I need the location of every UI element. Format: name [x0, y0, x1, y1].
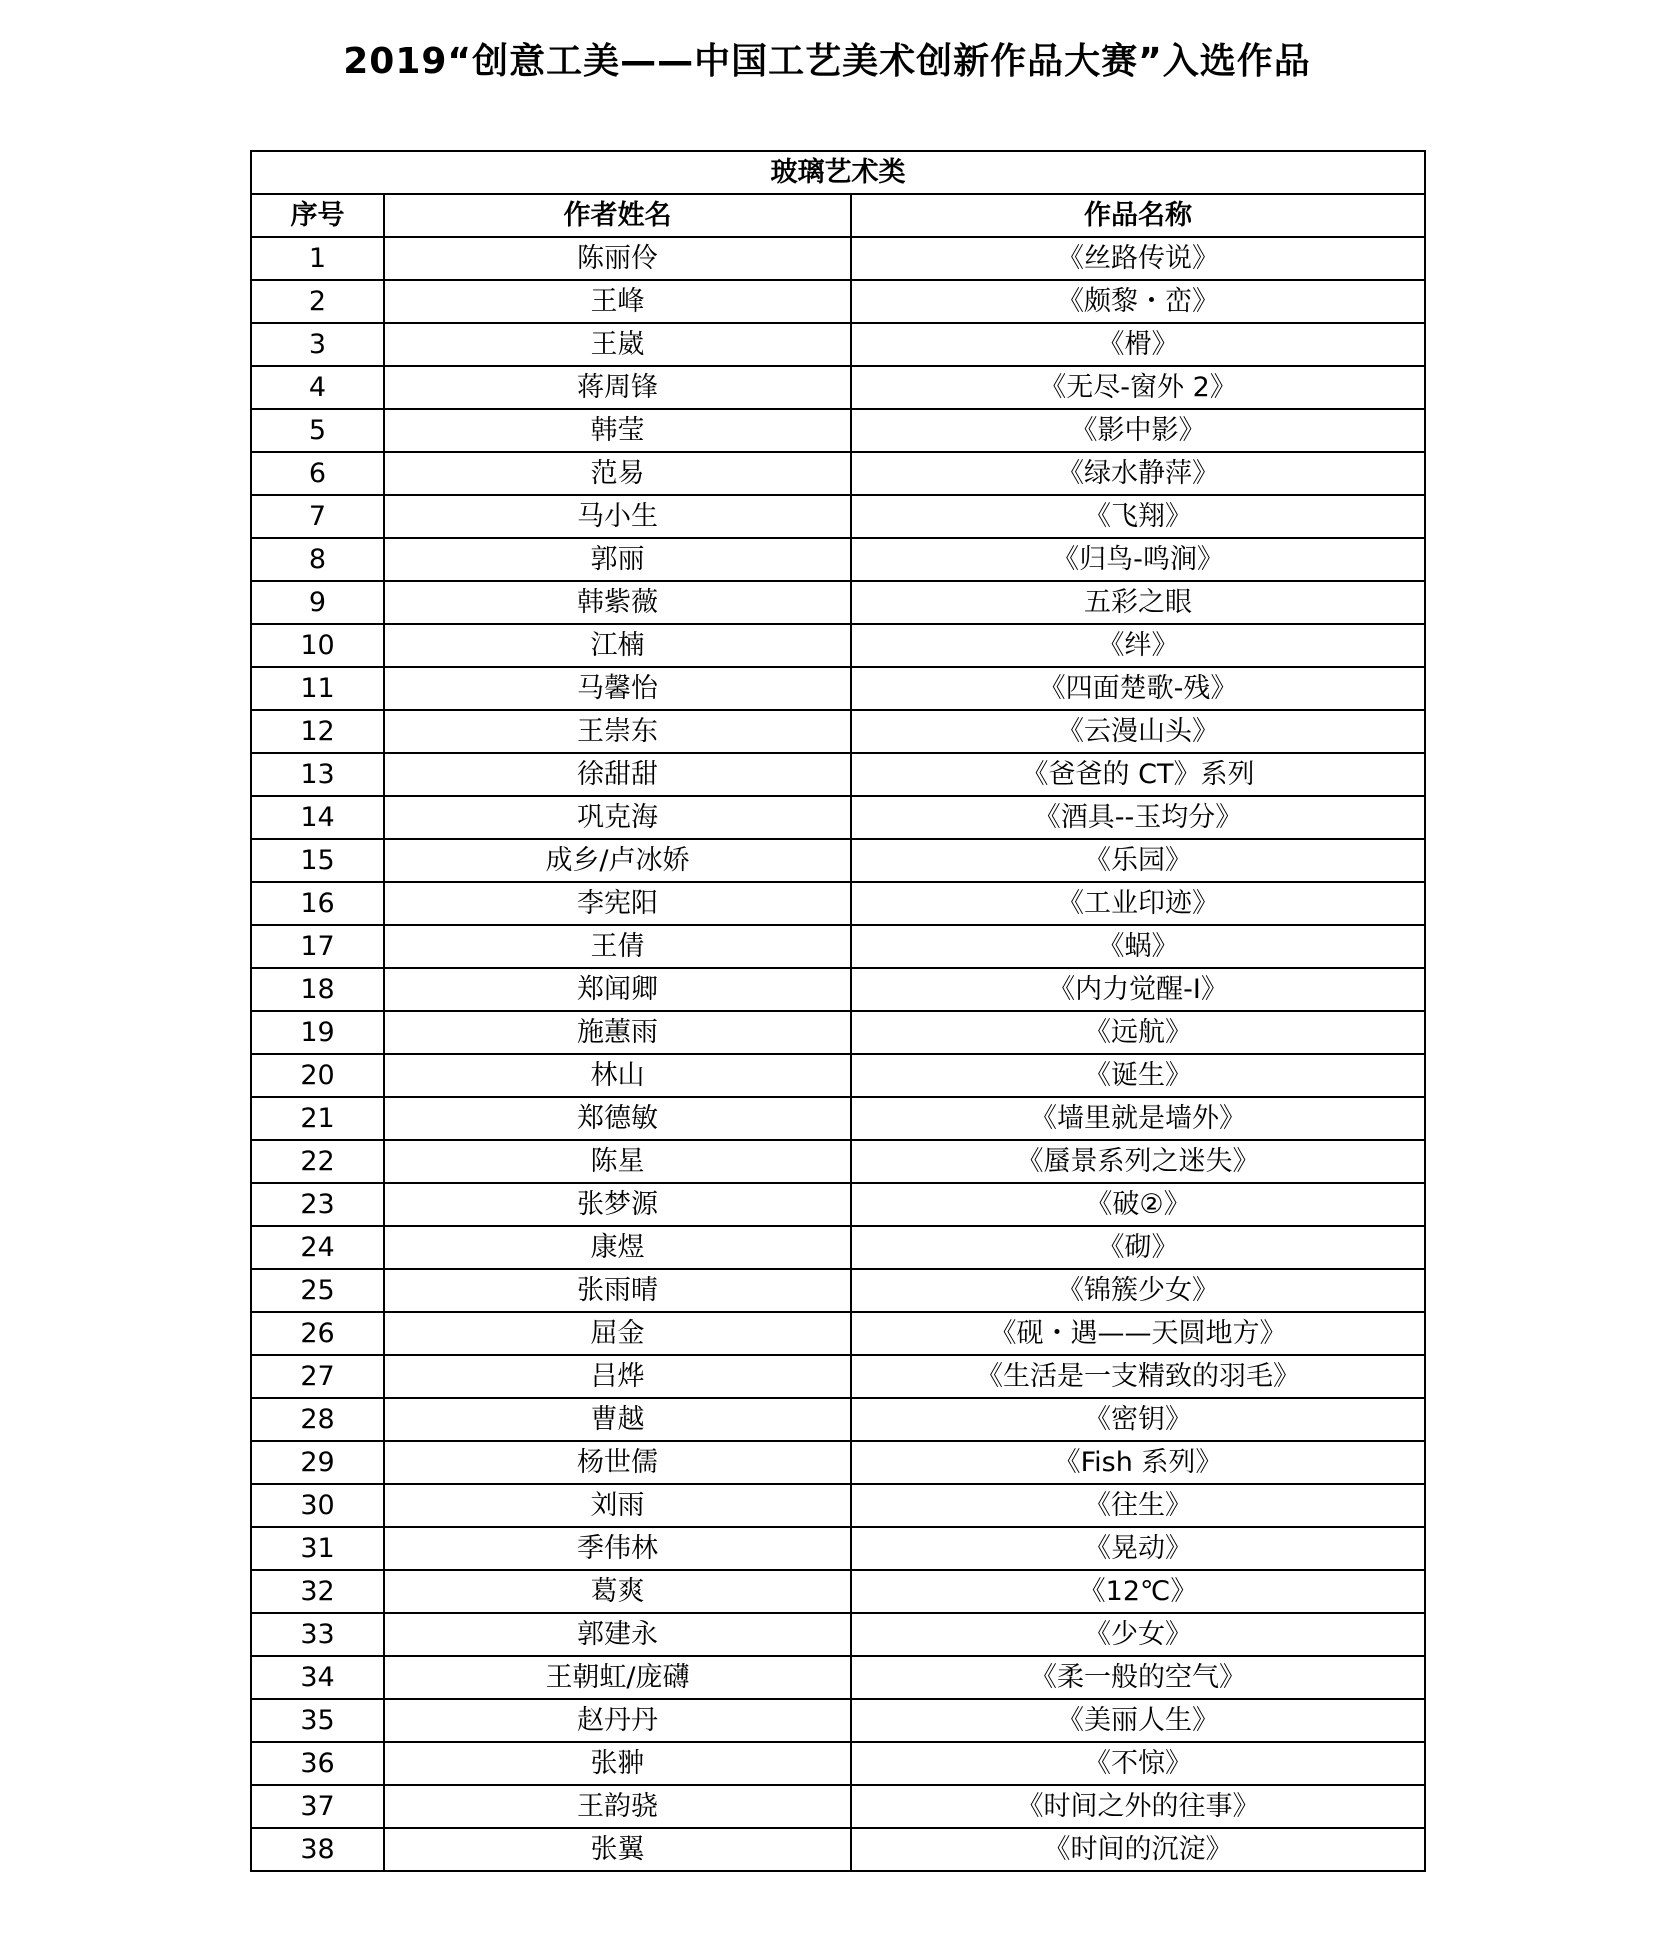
work-title-cell: 《锦簇少女》 [851, 1269, 1425, 1312]
author-name-cell: 成乡/卢冰娇 [384, 839, 851, 882]
table-row [251, 1441, 1425, 1484]
work-title-cell: 《墙里就是墙外》 [851, 1097, 1425, 1140]
table-row [251, 667, 1425, 710]
author-name-cell: 郑闻卿 [384, 968, 851, 1011]
work-title-cell: 《12℃》 [851, 1570, 1425, 1613]
work-title-cell: 《绊》 [851, 624, 1425, 667]
table-row [251, 1097, 1425, 1140]
author-name-cell: 赵丹丹 [384, 1699, 851, 1742]
work-title-cell: 《柔一般的空气》 [851, 1656, 1425, 1699]
row-number-cell: 13 [251, 753, 384, 796]
table-row [251, 753, 1425, 796]
table-row [251, 280, 1425, 323]
row-number-cell: 16 [251, 882, 384, 925]
work-title-cell: 《破②》 [851, 1183, 1425, 1226]
row-number-cell: 2 [251, 280, 384, 323]
work-title-cell: 《榾》 [851, 323, 1425, 366]
author-name-cell: 屈金 [384, 1312, 851, 1355]
table-row [251, 1699, 1425, 1742]
author-name-cell: 范易 [384, 452, 851, 495]
work-title-cell: 《美丽人生》 [851, 1699, 1425, 1742]
table-row [251, 1312, 1425, 1355]
row-number-cell: 14 [251, 796, 384, 839]
author-name-cell: 蒋周锋 [384, 366, 851, 409]
selected-works-table [250, 150, 1426, 1872]
author-name-cell: 曹越 [384, 1398, 851, 1441]
table-row [251, 1527, 1425, 1570]
row-number-cell: 25 [251, 1269, 384, 1312]
category-row [251, 151, 1425, 194]
header-author-name: 作者姓名 [384, 194, 851, 237]
row-number-cell: 31 [251, 1527, 384, 1570]
row-number-cell: 6 [251, 452, 384, 495]
row-number-cell: 12 [251, 710, 384, 753]
work-title-cell: 《无尽-窗外 2》 [851, 366, 1425, 409]
header-number: 序号 [251, 194, 384, 237]
author-name-cell: 王崇东 [384, 710, 851, 753]
table-row [251, 409, 1425, 452]
work-title-cell: 《诞生》 [851, 1054, 1425, 1097]
author-name-cell: 郭丽 [384, 538, 851, 581]
work-title-cell: 《归鸟-鸣涧》 [851, 538, 1425, 581]
work-title-cell: 《不惊》 [851, 1742, 1425, 1785]
table-row [251, 1613, 1425, 1656]
work-title-cell: 《飞翔》 [851, 495, 1425, 538]
header-work-title: 作品名称 [851, 194, 1425, 237]
row-number-cell: 20 [251, 1054, 384, 1097]
row-number-cell: 23 [251, 1183, 384, 1226]
work-title-cell: 《时间的沉淀》 [851, 1828, 1425, 1871]
work-title-cell: 《爸爸的 CT》系列 [851, 753, 1425, 796]
row-number-cell: 36 [251, 1742, 384, 1785]
author-name-cell: 陈丽伶 [384, 237, 851, 280]
table-row [251, 882, 1425, 925]
author-name-cell: 施蕙雨 [384, 1011, 851, 1054]
work-title-cell: 《颇黎・峦》 [851, 280, 1425, 323]
author-name-cell: 王倩 [384, 925, 851, 968]
author-name-cell: 张雨晴 [384, 1269, 851, 1312]
work-title-cell: 《绿水静萍》 [851, 452, 1425, 495]
column-header-row [251, 194, 1425, 237]
table-row [251, 581, 1425, 624]
author-name-cell: 巩克海 [384, 796, 851, 839]
row-number-cell: 28 [251, 1398, 384, 1441]
author-name-cell: 马馨怡 [384, 667, 851, 710]
author-name-cell: 郑德敏 [384, 1097, 851, 1140]
author-name-cell: 陈星 [384, 1140, 851, 1183]
work-title-cell: 《少女》 [851, 1613, 1425, 1656]
row-number-cell: 34 [251, 1656, 384, 1699]
table-row [251, 1570, 1425, 1613]
row-number-cell: 15 [251, 839, 384, 882]
table-row [251, 495, 1425, 538]
row-number-cell: 35 [251, 1699, 384, 1742]
work-title-cell: 《蜗》 [851, 925, 1425, 968]
author-name-cell: 马小生 [384, 495, 851, 538]
row-number-cell: 9 [251, 581, 384, 624]
author-name-cell: 杨世儒 [384, 1441, 851, 1484]
row-number-cell: 22 [251, 1140, 384, 1183]
row-number-cell: 21 [251, 1097, 384, 1140]
author-name-cell: 康煜 [384, 1226, 851, 1269]
table-row [251, 1656, 1425, 1699]
table-row [251, 624, 1425, 667]
category-header: 玻璃艺术类 [251, 151, 1425, 194]
author-name-cell: 吕烨 [384, 1355, 851, 1398]
row-number-cell: 32 [251, 1570, 384, 1613]
row-number-cell: 5 [251, 409, 384, 452]
work-title-cell: 《远航》 [851, 1011, 1425, 1054]
row-number-cell: 3 [251, 323, 384, 366]
work-title-cell: 《工业印迹》 [851, 882, 1425, 925]
table-row [251, 366, 1425, 409]
work-title-cell: 《往生》 [851, 1484, 1425, 1527]
work-title-cell: 《四面楚歌-残》 [851, 667, 1425, 710]
author-name-cell: 王崴 [384, 323, 851, 366]
work-title-cell: 《晃动》 [851, 1527, 1425, 1570]
row-number-cell: 18 [251, 968, 384, 1011]
table-row [251, 839, 1425, 882]
table-row [251, 1355, 1425, 1398]
table-row [251, 1183, 1425, 1226]
work-title-cell: 《Fish 系列》 [851, 1441, 1425, 1484]
row-number-cell: 17 [251, 925, 384, 968]
table-row [251, 1785, 1425, 1828]
table-row [251, 1140, 1425, 1183]
table-row [251, 1269, 1425, 1312]
table-row [251, 1484, 1425, 1527]
table-row [251, 538, 1425, 581]
row-number-cell: 27 [251, 1355, 384, 1398]
work-title-cell: 《砌》 [851, 1226, 1425, 1269]
row-number-cell: 38 [251, 1828, 384, 1871]
author-name-cell: 郭建永 [384, 1613, 851, 1656]
row-number-cell: 19 [251, 1011, 384, 1054]
author-name-cell: 王峰 [384, 280, 851, 323]
work-title-cell: 《密钥》 [851, 1398, 1425, 1441]
author-name-cell: 张梦源 [384, 1183, 851, 1226]
work-title-cell: 《丝路传说》 [851, 237, 1425, 280]
table-row [251, 1742, 1425, 1785]
table-row [251, 1398, 1425, 1441]
author-name-cell: 江楠 [384, 624, 851, 667]
author-name-cell: 韩紫薇 [384, 581, 851, 624]
row-number-cell: 11 [251, 667, 384, 710]
work-title-cell: 《时间之外的往事》 [851, 1785, 1425, 1828]
author-name-cell: 季伟林 [384, 1527, 851, 1570]
author-name-cell: 刘雨 [384, 1484, 851, 1527]
author-name-cell: 葛爽 [384, 1570, 851, 1613]
table-row [251, 237, 1425, 280]
row-number-cell: 4 [251, 366, 384, 409]
row-number-cell: 1 [251, 237, 384, 280]
table-row [251, 968, 1425, 1011]
work-title-cell: 《云漫山头》 [851, 710, 1425, 753]
table-row [251, 1226, 1425, 1269]
table-row [251, 1054, 1425, 1097]
author-name-cell: 张翼 [384, 1828, 851, 1871]
document-title: 2019“创意工美——中国工艺美术创新作品大赛”入选作品 [343, 41, 1311, 82]
table-row [251, 323, 1425, 366]
author-name-cell: 王朝虹/庞礴 [384, 1656, 851, 1699]
work-title-cell: 《生活是一支精致的羽毛》 [851, 1355, 1425, 1398]
table-body [251, 237, 1425, 1871]
row-number-cell: 26 [251, 1312, 384, 1355]
table-row [251, 452, 1425, 495]
author-name-cell: 王韵骁 [384, 1785, 851, 1828]
table-row [251, 1828, 1425, 1871]
row-number-cell: 30 [251, 1484, 384, 1527]
work-title-cell: 五彩之眼 [851, 581, 1425, 624]
author-name-cell: 林山 [384, 1054, 851, 1097]
work-title-cell: 《蜃景系列之迷失》 [851, 1140, 1425, 1183]
work-title-cell: 《酒具--玉均分》 [851, 796, 1425, 839]
row-number-cell: 8 [251, 538, 384, 581]
row-number-cell: 33 [251, 1613, 384, 1656]
work-title-cell: 《内力觉醒-I》 [851, 968, 1425, 1011]
table-row [251, 1011, 1425, 1054]
work-title-cell: 《砚・遇——天圆地方》 [851, 1312, 1425, 1355]
row-number-cell: 37 [251, 1785, 384, 1828]
author-name-cell: 徐甜甜 [384, 753, 851, 796]
author-name-cell: 李宪阳 [384, 882, 851, 925]
row-number-cell: 24 [251, 1226, 384, 1269]
table-row [251, 710, 1425, 753]
row-number-cell: 7 [251, 495, 384, 538]
table-row [251, 925, 1425, 968]
author-name-cell: 张翀 [384, 1742, 851, 1785]
row-number-cell: 10 [251, 624, 384, 667]
work-title-cell: 《影中影》 [851, 409, 1425, 452]
author-name-cell: 韩莹 [384, 409, 851, 452]
work-title-cell: 《乐园》 [851, 839, 1425, 882]
table-row [251, 796, 1425, 839]
row-number-cell: 29 [251, 1441, 384, 1484]
